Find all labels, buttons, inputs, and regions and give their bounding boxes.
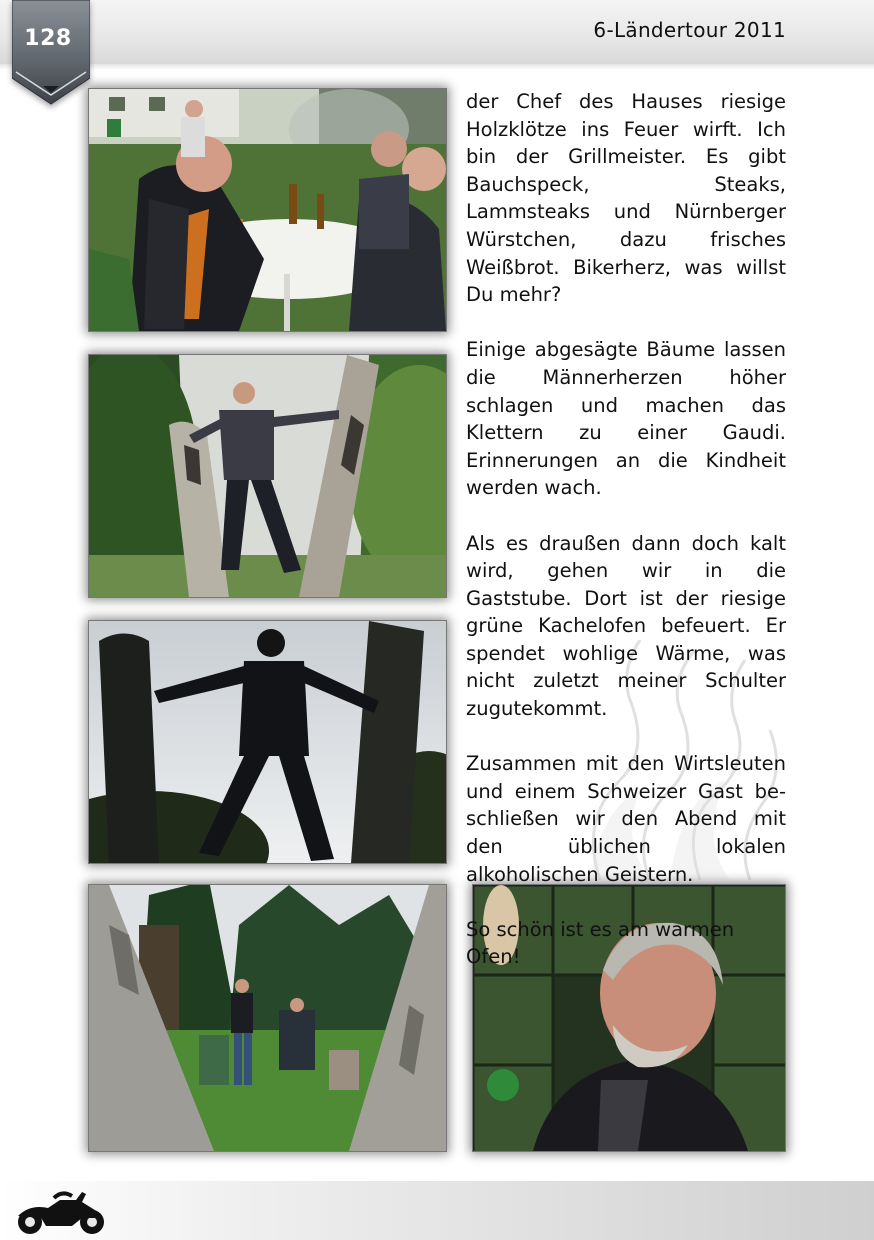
- paragraph-2: Einige abgesägte Bäume lassen die Männerherzen höher schlagen und machen das Klettern zu einer Gaudi. Erinnerungen an die Kindheit werden wach.: [466, 338, 786, 500]
- paragraph-3: Als es draußen dann doch kalt wird, gehen wir in die Gaststube. Dort ist der riesige grüne Kachelofen befeuert. Er spendet wohlige Wärme, was nicht zuletzt meiner Schulter zugutekommt.: [466, 531, 786, 721]
- photo-man-between-trees: [88, 354, 447, 598]
- bbq-garden-photo: [89, 89, 446, 331]
- running-title: 6-Ländertour 2011: [593, 18, 786, 42]
- paragraph-5: So schön ist es am warmen Ofen!: [466, 917, 735, 969]
- garden-photo: [89, 885, 446, 1151]
- page-tab-badge: [12, 0, 90, 106]
- footer-bar: [0, 1181, 874, 1240]
- climbing-trees-photo: [89, 355, 446, 597]
- photo-grill-table: [88, 88, 447, 332]
- photo-silhouette-trees: [88, 620, 447, 864]
- paragraph-4: Zusammen mit den Wirtsleuten und einem Schweizer Gast beschließen wir den Abend mit den üblichen lokalen alkoholischen Geistern.: [466, 752, 786, 886]
- page-number: 128: [24, 26, 72, 51]
- photo-garden-view: [88, 884, 447, 1152]
- article-text: [466, 88, 786, 999]
- silhouette-photo: [89, 621, 446, 863]
- motorcycle-icon: [10, 1186, 110, 1236]
- paragraph-1: der Chef des Hauses riesige Holzklötze ins Feuer wirft. Ich bin der Grillmeister. Es gibt Bauchspeck, Steaks, Lammsteaks und Nürnberger Würstchen, dazu frisches Weißbrot. Bikerherz, was willst Du mehr?: [466, 90, 786, 307]
